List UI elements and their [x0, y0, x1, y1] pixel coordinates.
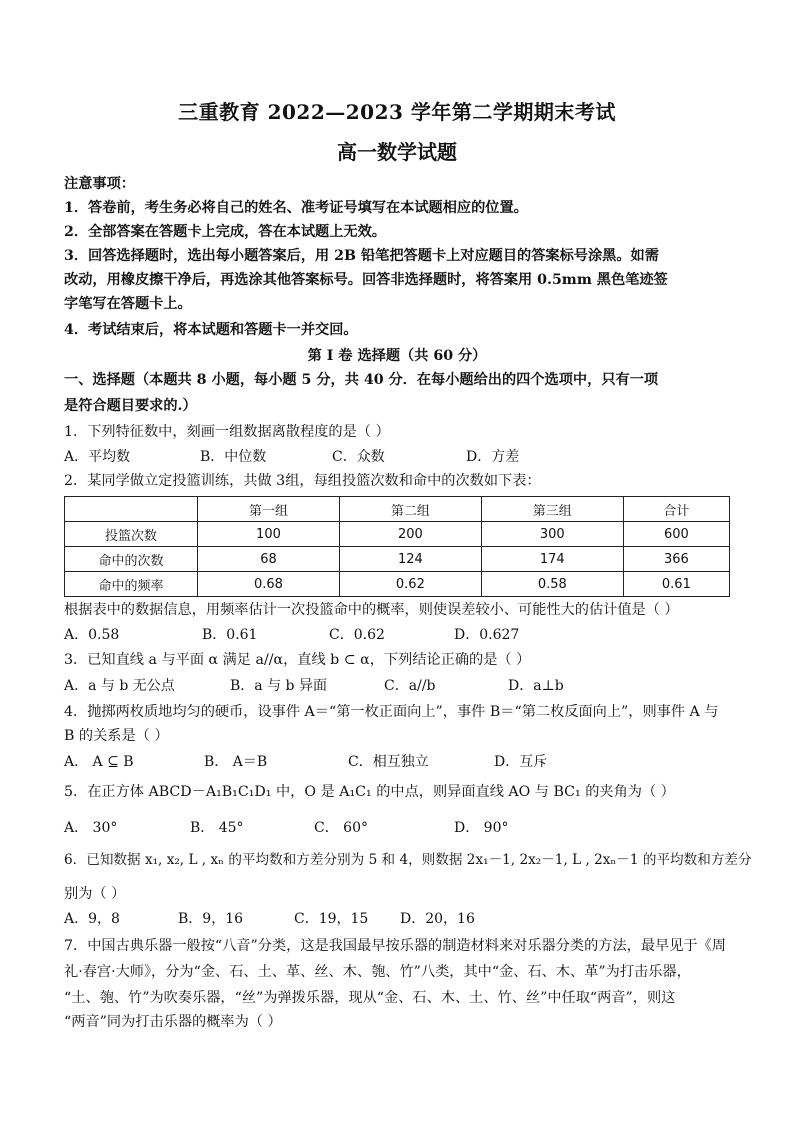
- q1-option-b[interactable]: B．中位数: [200, 449, 267, 465]
- table-cell: 300: [481, 522, 623, 547]
- q3-option-c[interactable]: C．a//b: [384, 678, 436, 694]
- q2-option-a[interactable]: A．0.58: [64, 627, 120, 643]
- q1-options: [64, 447, 744, 467]
- q4-option-d[interactable]: D．互斥: [494, 754, 548, 770]
- q2-option-d[interactable]: D．0.627: [454, 627, 520, 643]
- table-row: [65, 522, 730, 547]
- q3-stem: 3．已知直线 a 与平面 α 满足 a//α，直线 b ⊂ α，下列结论正确的是（ ）: [64, 652, 531, 668]
- table-header-cell: 第一组: [198, 497, 340, 522]
- q2-options: [64, 625, 744, 645]
- q7-line-4: “两音”同为打击乐器的概率为（ ）: [64, 1014, 282, 1030]
- q1-stem: 1．下列特征数中，刻画一组数据离散程度的是（ ）: [64, 424, 390, 440]
- q3-option-a[interactable]: A．a 与 b 无公点: [64, 678, 175, 694]
- q6-options: [64, 909, 744, 929]
- table-cell: 100: [198, 522, 340, 547]
- q6-stem-line-2: 别为（ ）: [64, 886, 126, 902]
- note-3-line-2: 改动，用橡皮擦干净后，再选涂其他答案标号。回答非选择题时，将答案用 0.5mm 黑色笔迹签: [64, 272, 668, 288]
- q6-option-a[interactable]: A．9，8: [64, 911, 120, 927]
- table-header-row: [65, 497, 730, 522]
- q6-option-b[interactable]: B．9，16: [178, 911, 244, 927]
- q5-options: [64, 818, 744, 838]
- q4-option-a[interactable]: A． A ⊆ B: [64, 754, 134, 770]
- table-cell: 0.61: [623, 572, 729, 597]
- q7-line-2: 礼·春宫·大师》，分为“金、石、土、革、丝、木、匏、竹”八类，其中“金、石、木、革”为打击乐器，: [64, 964, 691, 980]
- q1-option-c[interactable]: C．众数: [332, 449, 385, 465]
- note-1: 1．答卷前，考生务必将自己的姓名、准考证号填写在本试题相应的位置。: [64, 200, 528, 216]
- table-cell: 366: [623, 547, 729, 572]
- q4-options: [64, 752, 744, 772]
- table-cell: 200: [339, 522, 481, 547]
- section-intro-line-2: 是符合题目要求的.）: [64, 398, 197, 414]
- q2-option-b[interactable]: B．0.61: [202, 627, 258, 643]
- table-cell: 0.68: [198, 572, 340, 597]
- q4-stem-line-1: 4．抛掷两枚质地均匀的硬币，设事件 A＝“第一枚正面向上”，事件 B＝“第二枚反面向上”，则事件 A 与: [64, 704, 719, 720]
- q1-option-d[interactable]: D．方差: [466, 449, 520, 465]
- table-cell: 投篮次数: [65, 522, 198, 547]
- table-header-cell: 第三组: [481, 497, 623, 522]
- note-3-line-1: 3．回答选择题时，选出每小题答案后，用 2B 铅笔把答题卡上对应题目的答案标号涂黑。如需: [64, 248, 659, 264]
- q5-option-a[interactable]: A． 30°: [64, 820, 118, 836]
- note-4: 4．考试结束后，将本试题和答题卡一并交回。: [64, 322, 358, 338]
- exam-title: 三重教育 2022—2023 学年第二学期期末考试: [178, 100, 616, 124]
- q5-option-d[interactable]: D． 90°: [454, 820, 509, 836]
- table-row: [65, 572, 730, 597]
- table-header-cell: 合计: [623, 497, 729, 522]
- table-header-cell: 第二组: [339, 497, 481, 522]
- q4-option-c[interactable]: C．相互独立: [348, 754, 429, 770]
- q1-option-a[interactable]: A．平均数: [64, 449, 131, 465]
- q2-stem: 2．某同学做立定投篮训练，共做 3组，每组投篮次数和命中的次数如下表：: [64, 473, 541, 489]
- q7-line-1: 7．中国古典乐器一般按“八音”分类，这是我国最早按乐器的制造材料来对乐器分类的方法，最早见于《周: [64, 938, 726, 954]
- table-cell: 0.58: [481, 572, 623, 597]
- notes-heading: 注意事项：: [64, 176, 135, 192]
- table-cell: 命中的频率: [65, 572, 198, 597]
- shooting-table: [64, 496, 730, 597]
- q3-option-d[interactable]: D．a⊥b: [508, 678, 564, 694]
- q2-question: 根据表中的数据信息，用频率估计一次投篮命中的概率，则使误差较小、可能性大的估计值是（ ）: [64, 602, 679, 618]
- table-row: [65, 547, 730, 572]
- table-cell: 124: [339, 547, 481, 572]
- q3-option-b[interactable]: B．a 与 b 异面: [230, 678, 327, 694]
- q5-stem: 5．在正方体 ABCD－A₁B₁C₁D₁ 中，O 是 A₁C₁ 的中点，则异面直线 AO 与 BC₁ 的夹角为（ ）: [64, 784, 675, 800]
- q2-option-c[interactable]: C．0.62: [329, 627, 385, 643]
- table-header-cell: [65, 497, 198, 522]
- section-title: 第 I 卷 选择题（共 60 分）: [307, 348, 487, 364]
- q5-option-b[interactable]: B． 45°: [190, 820, 244, 836]
- exam-subtitle: 高一数学试题: [337, 140, 457, 164]
- table-cell: 0.62: [339, 572, 481, 597]
- table-cell: 68: [198, 547, 340, 572]
- q6-option-d[interactable]: D．20，16: [400, 911, 475, 927]
- table-cell: 600: [623, 522, 729, 547]
- q4-stem-line-2: B 的关系是（ ）: [64, 728, 169, 744]
- q4-option-b[interactable]: B． A＝B: [204, 754, 268, 770]
- q6-stem-line-1: 6．已知数据 x₁, x₂, L , xₙ 的平均数和方差分别为 5 和 4，则数据 2x₁－1, 2x₂－1, L , 2xₙ－1 的平均数和方差分: [64, 852, 752, 868]
- section-intro-line-1: 一、选择题（本题共 8 小题，每小题 5 分，共 40 分．在每小题给出的四个选项中，只有一项: [64, 372, 659, 388]
- table-cell: 174: [481, 547, 623, 572]
- note-2: 2．全部答案在答题卡上完成，答在本试题上无效。: [64, 224, 386, 240]
- note-3-line-3: 字笔写在答题卡上。: [64, 296, 192, 312]
- q5-option-c[interactable]: C． 60°: [314, 820, 368, 836]
- q6-option-c[interactable]: C．19，15: [294, 911, 369, 927]
- q3-options: [64, 676, 744, 696]
- table-cell: 命中的次数: [65, 547, 198, 572]
- q7-line-3: “土、匏、竹”为吹奏乐器，“丝”为弹拨乐器，现从“金、石、木、土、竹、丝”中任取“两音”，则这: [64, 990, 676, 1006]
